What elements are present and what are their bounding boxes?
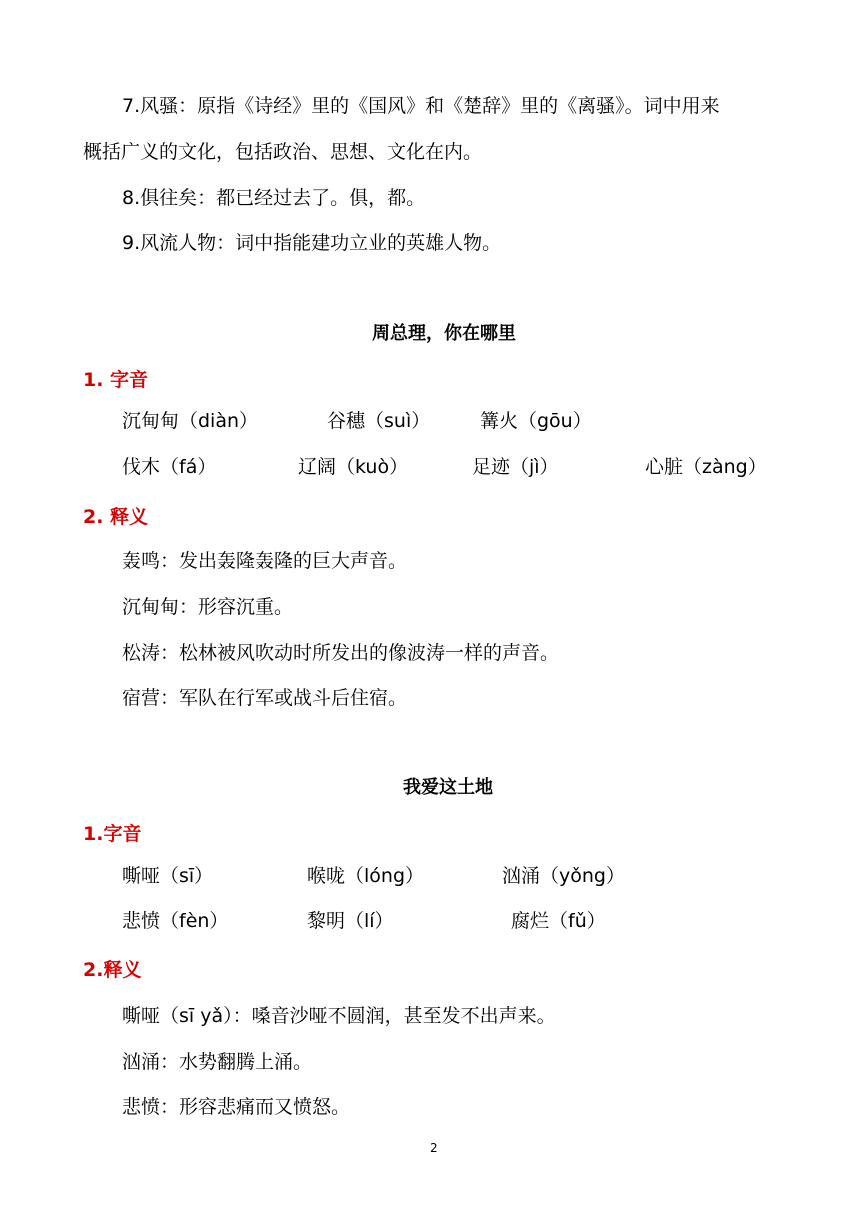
definition: 宿营：军队在行军或战斗后住宿。 <box>122 687 408 709</box>
note-9: 9.风流人物：词中指能建功立业的英雄人物。 <box>122 232 502 254</box>
heading-pronunciation: 1. 字音 <box>83 369 149 391</box>
heading-definitions: 2. 释义 <box>83 506 149 528</box>
pron-item: 汹涌（yǒng） <box>502 865 625 887</box>
pron-item: 辽阔（kuò） <box>298 456 409 478</box>
page-number: 2 <box>430 1141 438 1155</box>
pron-item: 谷穗（suì） <box>327 410 431 432</box>
note-8: 8.俱往矣：都已经过去了。俱，都。 <box>122 187 426 209</box>
pron-item: 喉咙（lóng） <box>307 865 425 887</box>
pron-item: 篝火（gōu） <box>480 410 592 432</box>
pron-item: 腐烂（fǔ） <box>511 910 606 932</box>
definition: 嘶哑（sī yǎ）：嗓音沙哑不圆润，甚至发不出声来。 <box>122 1005 556 1027</box>
pron-item: 伐木（fá） <box>122 456 217 478</box>
note-7-line1: 7.风骚：原指《诗经》里的《国风》和《楚辞》里的《离骚》。词中用来 <box>122 95 720 117</box>
definition: 悲愤：形容悲痛而又愤怒。 <box>122 1096 351 1118</box>
section-title: 周总理，你在哪里 <box>372 323 516 344</box>
heading-pronunciation: 1.字音 <box>83 823 142 845</box>
definition: 沉甸甸：形容沉重。 <box>122 596 294 618</box>
pron-item: 沉甸甸（diàn） <box>122 410 259 432</box>
pron-item: 嘶哑（sī） <box>122 865 214 887</box>
note-7-line2: 概括广义的文化，包括政治、思想、文化在内。 <box>83 141 483 163</box>
pron-item: 足迹（jì） <box>472 456 559 478</box>
definition: 松涛：松林被风吹动时所发出的像波涛一样的声音。 <box>122 642 560 664</box>
pron-item: 心脏（zàng） <box>645 456 767 478</box>
definition: 轰鸣：发出轰隆轰隆的巨大声音。 <box>122 550 408 572</box>
definition: 汹涌：水势翻腾上涌。 <box>122 1051 313 1073</box>
pron-item: 悲愤（fèn） <box>122 910 229 932</box>
pron-item: 黎明（lí） <box>307 910 394 932</box>
heading-definitions: 2.释义 <box>83 959 142 981</box>
section-title: 我爱这土地 <box>403 777 493 798</box>
